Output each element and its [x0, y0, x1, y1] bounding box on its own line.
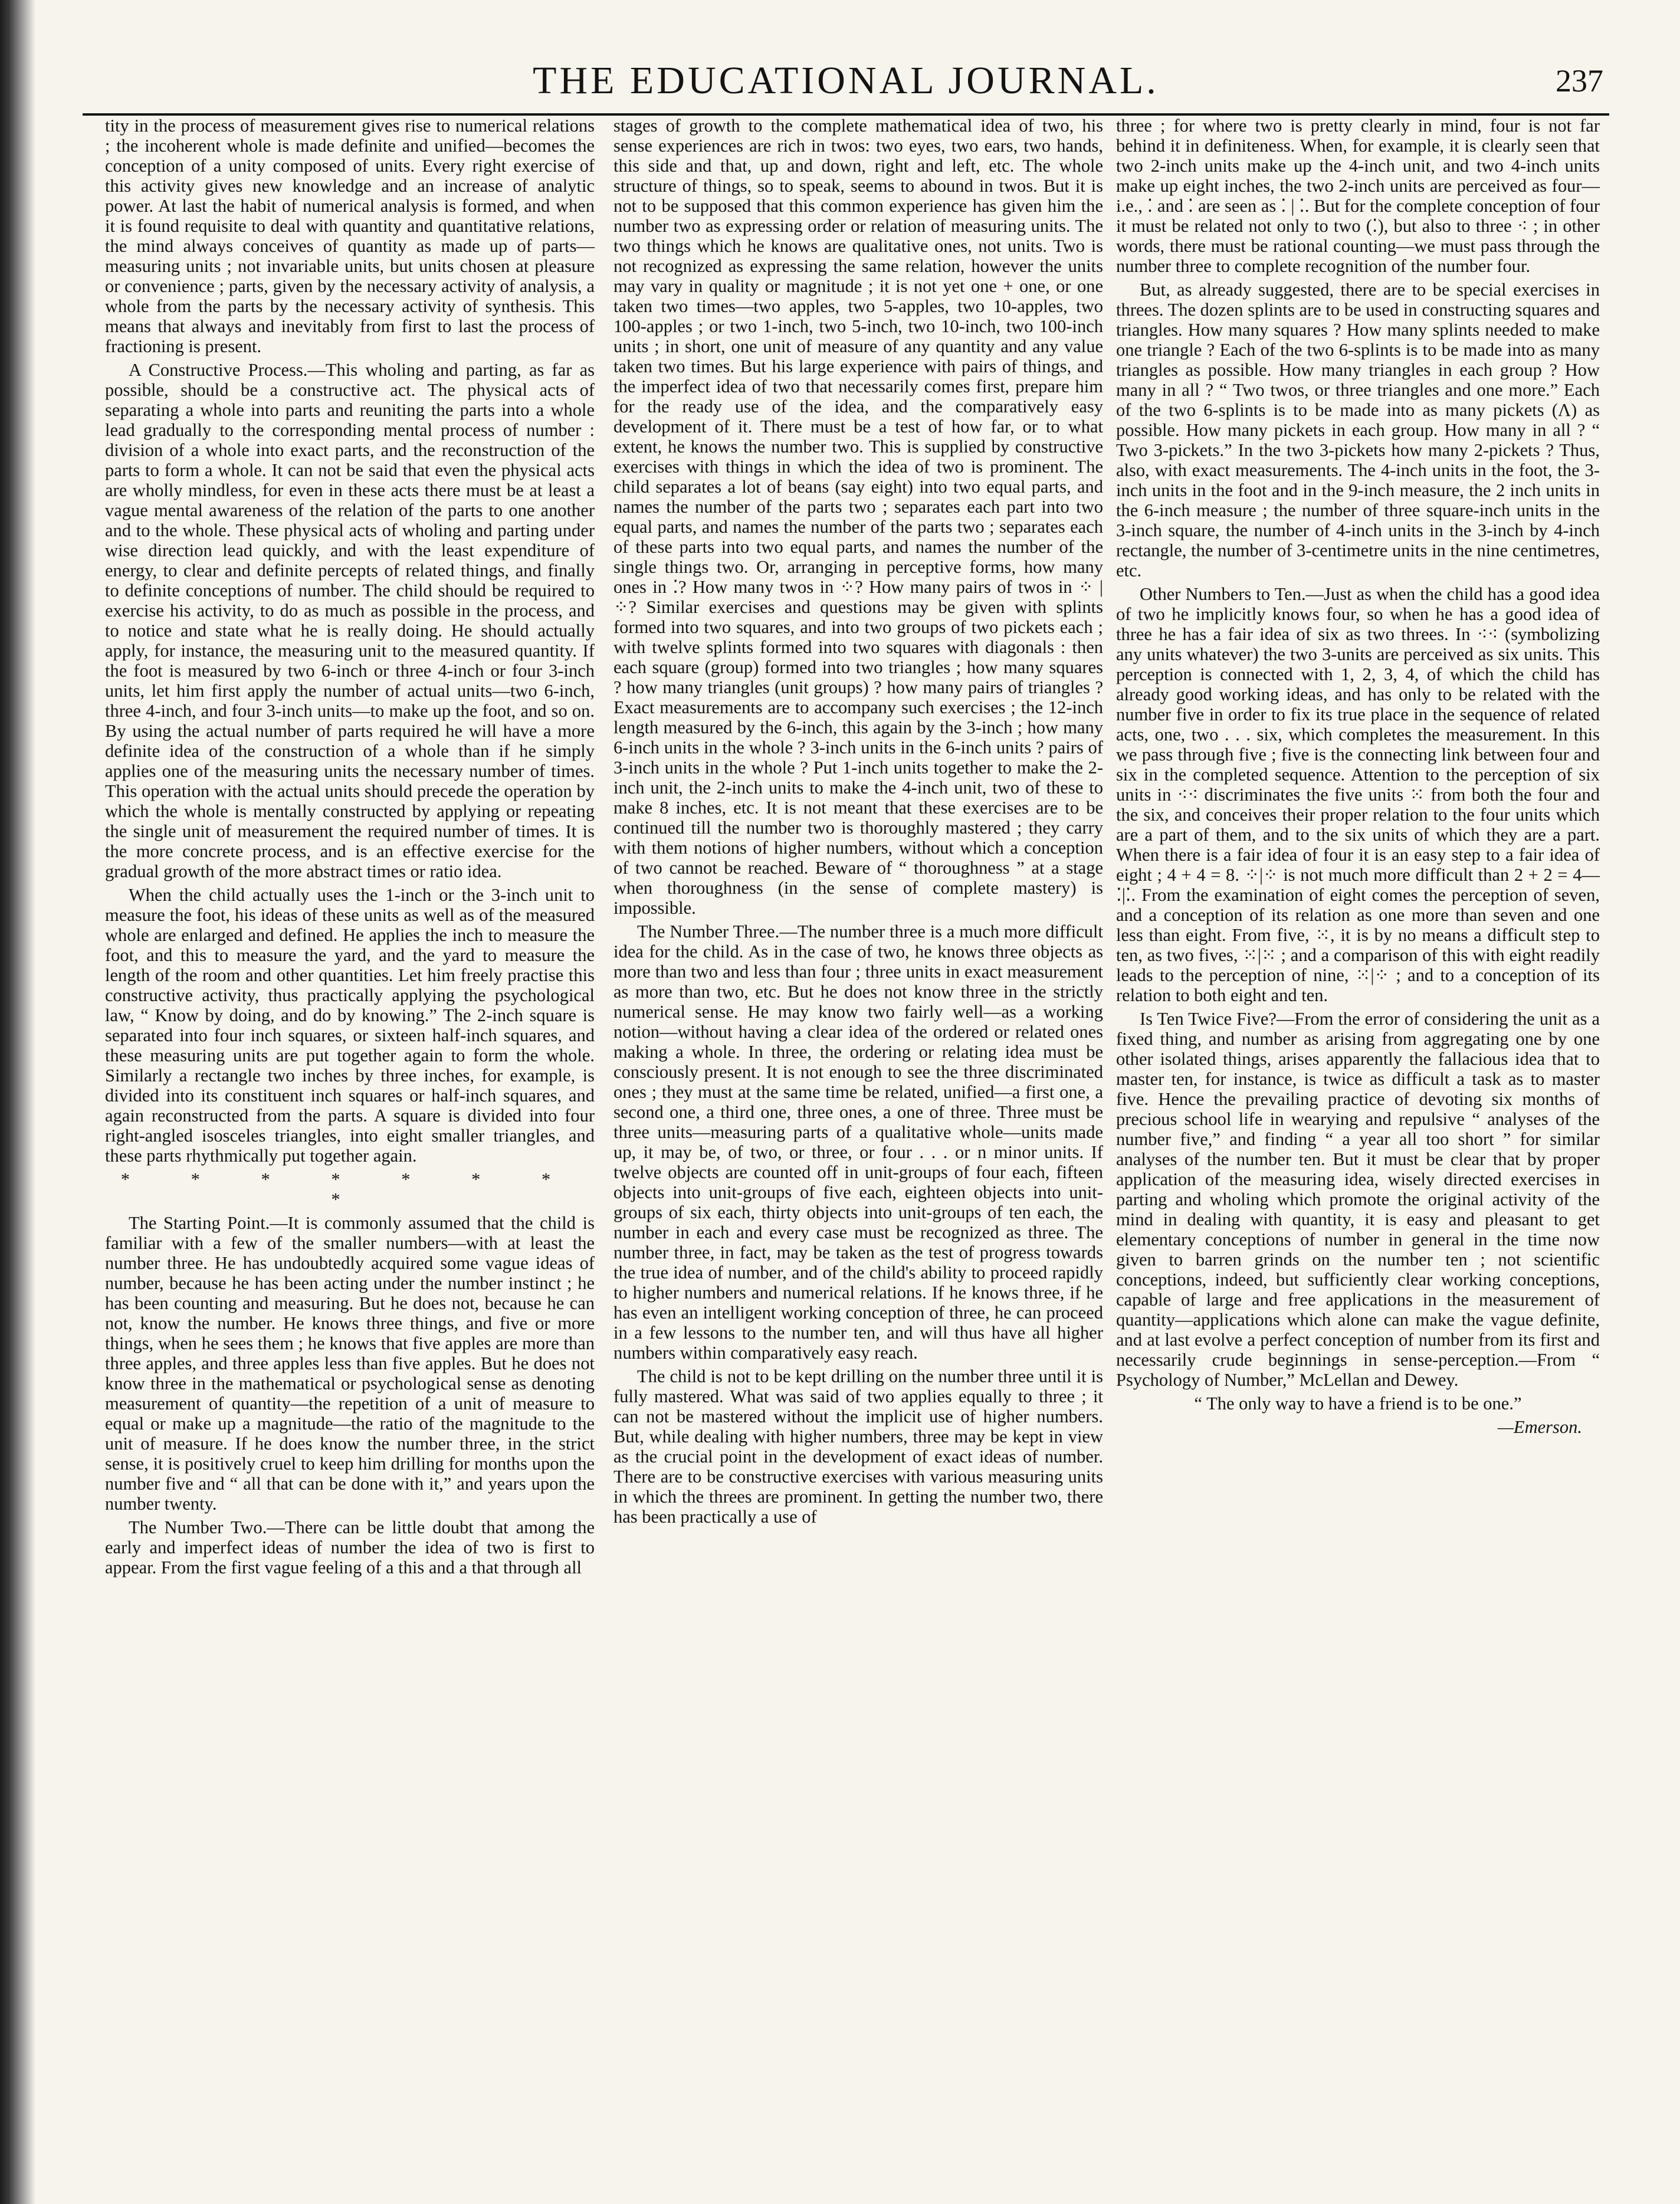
column-3	[1116, 116, 1600, 1441]
page-number: 237	[1556, 63, 1603, 99]
paragraph: Other Numbers to Ten.—Just as when the child has a good idea of two he implicitly knows four, so when he has a good idea of three he has a fair idea of six as two threes. In ⁖⁖ (symbolizing any units whatever) the two 3-units are perceived as six units. This perception is connected with 1, 2, 3, 4, of which the child has already good working ideas, and has only to be related with the number five in order to fix its true place in the sequence of related acts, one, two . . . six, which completes the measurement. In this we pass through five ; five is the connecting link between four and six in the completed sequence. Attention to the perception of six units in ⁖⁖ discriminates the five units ⁙ from both the four and the six, and conceives their proper relation to the four units which are a part of them, and to the six units of which they are a part. When there is a fair idea of four it is an easy step to a fair idea of eight ; 4 + 4 = 8. ⁘|⁘ is not much more difficult than 2 + 2 = 4— ⁚|⁚. From the examination of eight comes the perception of seven, and a conception of its relation as one more than seven and one less than eight. From five, ⁙, it is by no means a difficult step to ten, as two fives, ⁙|⁙ ; and a comparison of this with eight readily leads to the perception of nine, ⁙|⁘ ; and to a conception of its relation to both eight and ten.	[1116, 584, 1600, 1005]
paragraph: When the child actually uses the 1-inch or the 3-inch unit to measure the foot, his ideas of these units as well as of the measured whole are enlarged and defined. He applies the inch to measure the foot, and this to measure the yard, and the yard to measure the length of the room and other quantities. Let him freely practise this constructive activity, thus practically applying the psychological law, “ Know by doing, and do by knowing.” The 2-inch square is separated into four inch squares, or sixteen half-inch squares, and these measuring units are put together again to form the whole. Similarly a rectangle two inches by three inches, for example, is divided into its constituent inch squares or half-inch squares, and again reconstructed from the parts. A square is divided into four right-angled isosceles triangles, into eight smaller triangles, and these parts rhythmically put together again.	[105, 885, 595, 1166]
column-2	[613, 116, 1103, 1530]
paragraph: three ; for where two is pretty clearly in mind, four is not far behind it in definiteness. When, for example, it is clearly seen that two 2-inch units make up the 4-inch unit, and two 4-inch units make up eight inches, the two 2-inch units are perceived as four—i.e., ⁚ and ⁚ are seen as ⁚ | ⁚. But for the complete conception of four it must be related not only to two (⁚), but also to three ⁖ ; in other words, there must be rational counting—we must pass through the number three to complete recognition of the number four.	[1116, 116, 1600, 276]
paragraph: The Starting Point.—It is commonly assumed that the child is familiar with a few of the smaller numbers—with at least the number three. He has undoubtedly acquired some vague ideas of number, because he has been acting under the number instinct ; he has been counting and measuring. But he does not, because he can not, know the number. He knows three things, and five or more things, when he sees them ; he knows that five apples are more than three apples, and three apples less than five apples. But he does not know three in the mathematical or psychological sense as denoting measurement of quantity—the repetition of a unit of measure to equal or make up a magnitude—the ratio of the magnitude to the unit of measure. If he does know the number three, in the strict sense, it is positively cruel to keep him drilling for months upon the number five and “ all that can be done with it,” and years upon the number twenty.	[105, 1213, 595, 1514]
section-divider: * * * * * * * *	[120, 1169, 579, 1209]
paragraph: Is Ten Twice Five?—From the error of considering the unit as a fixed thing, and number as arising from aggregating one by one other isolated things, arises apparently the fallacious idea that to master ten, for instance, is twice as difficult a task as to master five. Hence the prevailing practice of devoting six months of precious school life in wearying and repulsive “ analyses of the number five,” and finding “ a year all too short ” for similar analyses of the number ten. But it must be clear that by proper application of the measuring idea, wisely directed exercises in parting and wholing which promote the original activity of the mind in dealing with quantity, it is easy and pleasant to get elementary conceptions of number in general in the time now given to barren grinds on the number ten ; not scientific conceptions, indeed, but sufficiently clear working conceptions, capable of large and free applications in the measurement of quantity—applications which alone can make the vague definite, and at last evolve a perfect conception of number from its first and necessarily crude beginnings in sense-perception.—From “ Psychology of Number,” McLellan and Dewey.	[1116, 1009, 1600, 1390]
paragraph: The child is not to be kept drilling on the number three until it is fully mastered. What was said of two applies equally to three ; it can not be mastered without the implicit use of higher numbers. But, while dealing with higher numbers, three may be kept in view as the crucial point in the development of exact ideas of number. There are to be constructive exercises with various measuring units in which the threes are prominent. In getting the number two, there has been practically a use of	[613, 1366, 1103, 1527]
journal-title: THE EDUCATIONAL JOURNAL.	[533, 59, 1159, 102]
quote-attribution: —Emerson.	[1497, 1417, 1582, 1437]
scanned-page-edge	[0, 0, 35, 2204]
paragraph: A Constructive Process.—This wholing and parting, as far as possible, should be a constructive act. The physical acts of separating a whole into parts and reuniting the parts into a whole lead gradually to the corresponding mental process of number : division of a whole into exact parts, and the reconstruction of the parts to form a whole. It can not be said that even the physical acts are wholly mindless, for even in these acts there must be at least a vague mental awareness of the relation of the parts to one another and to the whole. These physical acts of wholing and parting under wise direction lead quickly, and with the least expenditure of energy, to clear and definite percepts of related things, and finally to definite conceptions of number. The child should be required to exercise his activity, to do as much as possible in the process, and to notice and state what he is really doing. He should actually apply, for instance, the measuring unit to the measured quantity. If the foot is measured by two 6-inch or three 4-inch or four 3-inch units, let him first apply the number of actual units—two 6-inch, three 4-inch, and four 3-inch units—to make up the foot, and so on. By using the actual number of parts required he will have a more definite idea of the construction of a whole than if he simply applies one of the measuring units the necessary number of times. This operation with the actual units should precede the operation by which the whole is mentally constructed by applying or repeating the single unit of measurement the required number of times. It is the more concrete process, and is an effective exercise for the gradual growth of the more abstract times or ratio idea.	[105, 360, 595, 881]
paragraph: The Number Two.—There can be little doubt that among the early and imperfect ideas of number the idea of two is first to appear. From the first vague feeling of a this and a that through all	[105, 1517, 595, 1577]
paragraph: But, as already suggested, there are to be special exercises in threes. The dozen splints are to be used in constructing squares and triangles. How many squares ? How many splints needed to make one triangle ? Each of the two 6-splints is to be made into as many triangles as possible. How many triangles in each group ? How many in all ? “ Two twos, or three triangles and one more.” Each of the two 6-splints is to be made into as many pickets (Λ) as possible. How many pickets in each group. How many in all ? “ Two 3-pickets.” In the two 3-pickets how many 2-pickets ? Thus, also, with exact measurements. The 4-inch units in the foot, the 3-inch units in the foot and in the 9-inch measure, the 2 inch units in the 6-inch measure ; the number of three square-inch units in the 3-inch square, the number of 4-inch units in the 3-inch by 4-inch rectangle, the number of 3-centimetre units in the nine centimetres, etc.	[1116, 280, 1600, 580]
paragraph: The Number Three.—The number three is a much more difficult idea for the child. As in the case of two, he knows three objects as more than two and less than four ; three units in exact measurement as more than two, etc. But he does not know three in the strictly numerical sense. He may know two fairly well—as a working notion—without having a clear idea of the ordered or related ones making a whole. In three, the ordering or relating idea must be consciously present. It is not enough to see the three discriminated ones ; they must at the same time be related, unified—a first one, a second one, a third one, three ones, a one of three. Three must be three units—measuring parts of a qualitative whole—units made up, it may be, of two, or three, or four . . . or n minor units. If twelve objects are counted off in unit-groups of four each, fifteen objects into unit-groups of five each, eighteen objects into unit-groups of six each, thirty objects into unit-groups of ten each, the number in each and every case must be recognized as three. The number three, in fact, may be taken as the test of progress towards the true idea of number, and of the child's ability to proceed rapidly to higher numbers and numerical relations. If he knows three, if he has even an intelligent working conception of three, he can proceed in a few lessons to the number ten, and will thus have all higher numbers within comparatively easy reach.	[613, 921, 1103, 1363]
paragraph: stages of growth to the complete mathematical idea of two, his sense experiences are rich in twos: two eyes, two ears, two hands, this side and that, up and down, right and left, etc. The whole structure of things, so to speak, seems to abound in twos. But it is not to be supposed that this common experience has given him the number two as expressing order or relation of measuring units. The two things which he knows are qualitative ones, not units. Two is not recognized as expressing the same relation, however the units may vary in quality or magnitude ; it is not yet one + one, or one taken two times—two apples, two 5-apples, two 10-apples, two 100-apples ; or two 1-inch, two 5-inch, two 10-inch, two 100-inch units ; in short, one unit of measure of any quantity and any value taken two times. But his large experience with pairs of things, and the imperfect idea of two that necessarily comes first, prepare him for the ready use of the idea, and the comparatively easy development of it. There must be a test of how far, or to what extent, he knows the number two. This is supplied by constructive exercises with things in which the idea of two is prominent. The child separates a lot of beans (say eight) into two equal parts, and names the number of the parts two ; separates each part into two equal parts, and names the number of the parts two ; separates each of these parts into two equal parts, and names the number of the single things two. Or, arranging in perceptive forms, how many ones in ⁚? How many twos in ⁘? How many pairs of twos in ⁘ | ⁘? Similar exercises and questions may be given with splints formed into two squares, and into two groups of two pickets each ; with twelve splints formed into two squares with diagonals : then each square (group) formed into two triangles ; how many squares ? how many triangles (unit groups) ? how many pairs of triangles ? Exact measurements are to accompany such exercises ; the 12-inch length measured by the 6-inch, this again by the 3-inch ; how many 6-inch units in the whole ? 3-inch units in the 6-inch units ? pairs of 3-inch units in the whole ? Put 1-inch units together to make the 2-inch unit, the 2-inch units to make the 4-inch unit, two of these to make 8 inches, etc. It is not meant that these exercises are to be continued till the number two is thoroughly mastered ; they carry with them notions of higher numbers, without which a conception of two cannot be reached. Beware of “ thoroughness ” at a stage when thoroughness (in the sense of complete mastery) is impossible.	[613, 116, 1103, 918]
closing-quote: “ The only way to have a friend is to be one.”	[1194, 1393, 1522, 1413]
masthead	[83, 48, 1609, 116]
column-1	[105, 116, 595, 1581]
paragraph: tity in the process of measurement gives rise to numerical relations ; the incoherent whole is made definite and unified—becomes the conception of a unity composed of units. Every right exercise of this activity gives new knowledge and an increase of analytic power. At last the habit of numerical analysis is formed, and when it is found requisite to deal with quantity and quantitative relations, the mind always conceives of quantity as made up of parts—measuring units ; not invariable units, but units chosen at pleasure or convenience ; parts, given by the necessary activity of analysis, a whole from the parts by the necessary activity of synthesis. This means that always and inevitably from first to last the process of fractioning is present.	[105, 116, 595, 356]
